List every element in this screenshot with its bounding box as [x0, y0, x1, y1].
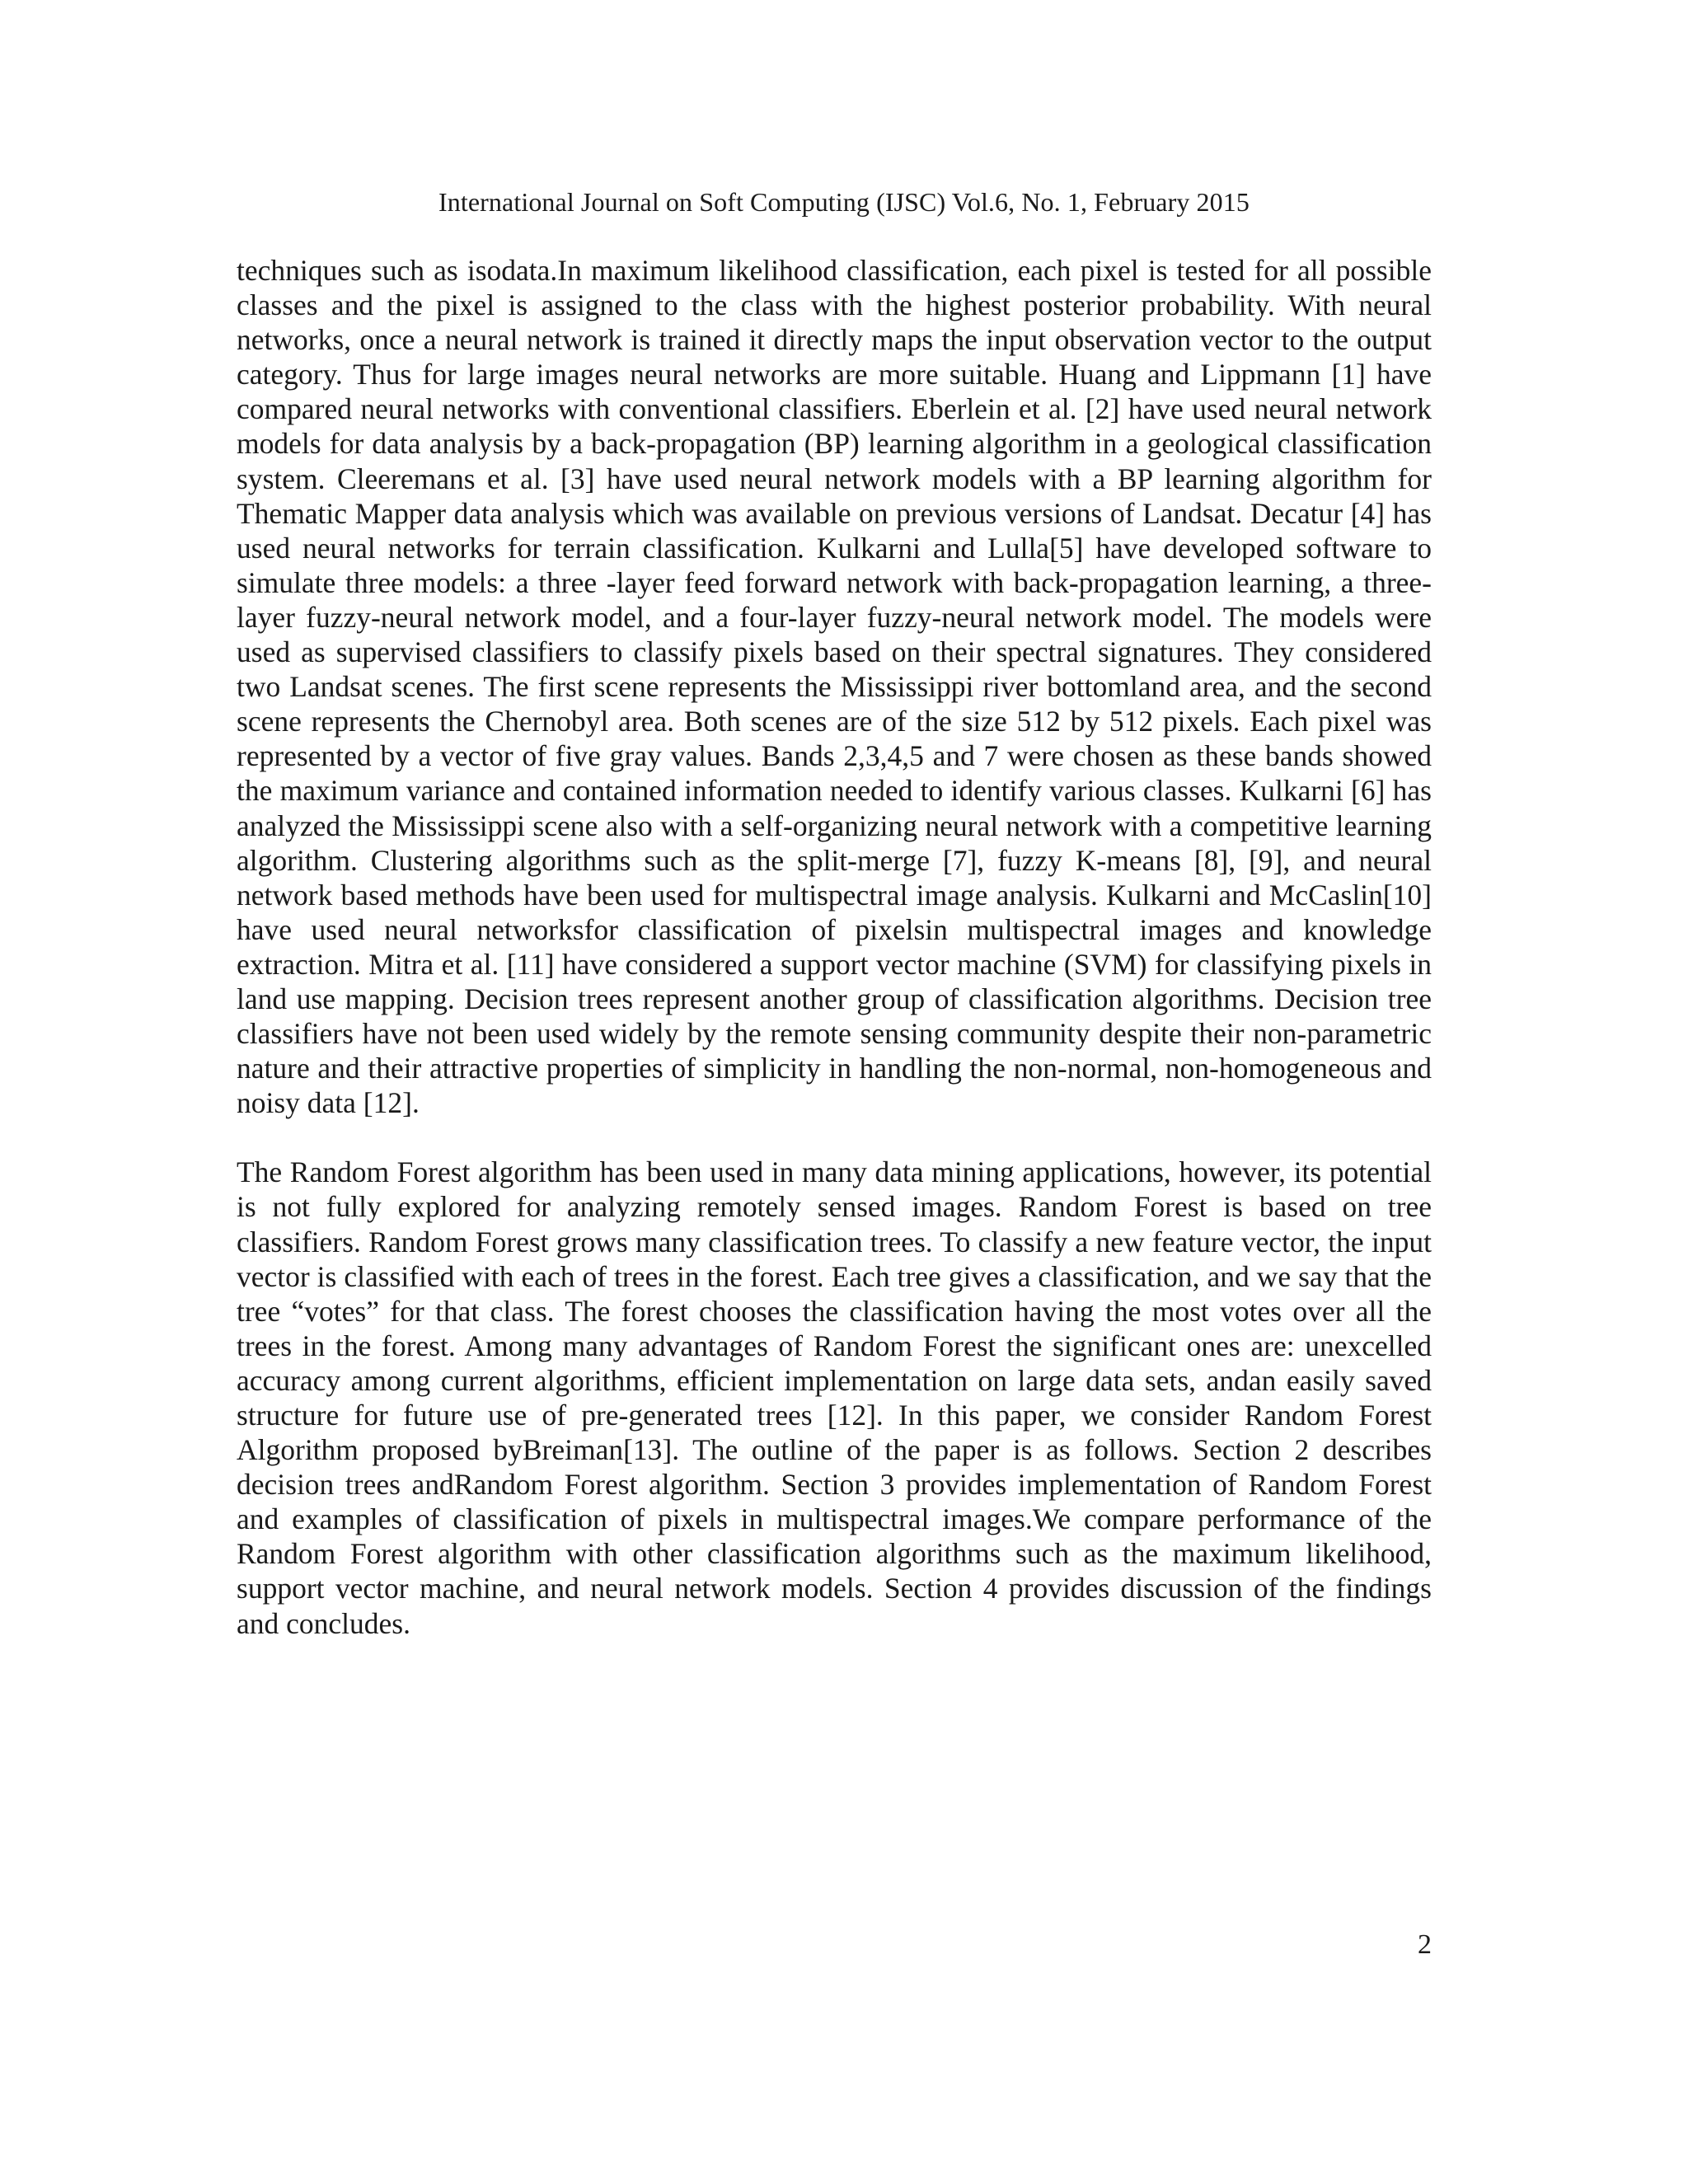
paragraph-related-work: techniques such as isodata.In maximum likelihood classification, each pixel is tested for all possible classes and the pixel is assigned to the class with the highest posterior probability. With neural networks, once a neural network is trained it directly maps the input observation vector to the output category. Thus for large images neural networks are more suitable. Huang and Lippmann [1] have compared neural networks with conventional classifiers. Eberlein et al. [2] have used neural network models for data analysis by a back-propagation (BP) learning algorithm in a geological classification system. Cleeremans et al. [3] have used neural network models with a BP learning algorithm for Thematic Mapper data analysis which was available on previous versions of Landsat. Decatur [4] has used neural networks for terrain classification. Kulkarni and Lulla[5] have developed software to simulate three models: a three -layer feed forward network with back-propagation learning, a three-layer fuzzy-neural network model, and a four-layer fuzzy-neural network model. The models were used as supervised classifiers to classify pixels based on their spectral signatures. They considered two Landsat scenes. The first scene represents the Mississippi river bottomland area, and the second scene represents the Chernobyl area. Both scenes are of the size 512 by 512 pixels. Each pixel was represented by a vector of five gray values. Bands 2,3,4,5 and 7 were chosen as these bands showed the maximum variance and contained information needed to identify various classes. Kulkarni [6] has analyzed the Mississippi scene also with a self-organizing neural network with a competitive learning algorithm. Clustering algorithms such as the split-merge [7], fuzzy K-means [8], [9], and neural network based methods have been used for multispectral image analysis. Kulkarni and McCaslin[10] have used neural networksfor classification of pixelsin multispectral images and knowledge extraction. Mitra et al. [11] have considered a support vector machine (SVM) for classifying pixels in land use mapping. Decision trees represent another group of classification algorithms. Decision tree classifiers have not been used widely by the remote sensing community despite their non-parametric nature and their attractive properties of simplicity in handling the non-normal, non-homogeneous and noisy data [12].: [237, 254, 1432, 1120]
paragraph-random-forest-intro: The Random Forest algorithm has been used in many data mining applications, however, its potential is not fully explored for analyzing remotely sensed images. Random Forest is based on tree classifiers. Random Forest grows many classification trees. To classify a new feature vector, the input vector is classified with each of trees in the forest. Each tree gives a classification, and we say that the tree “votes” for that class. The forest chooses the classification having the most votes over all the trees in the forest. Among many advantages of Random Forest the significant ones are: unexcelled accuracy among current algorithms, efficient implementation on large data sets, andan easily saved structure for future use of pre-generated trees [12]. In this paper, we consider Random Forest Algorithm proposed byBreiman[13]. The outline of the paper is as follows. Section 2 describes decision trees andRandom Forest algorithm. Section 3 provides implementation of Random Forest and examples of classification of pixels in multispectral images.We compare performance of the Random Forest algorithm with other classification algorithms such as the maximum likelihood, support vector machine, and neural network models. Section 4 provides discussion of the findings and concludes.: [237, 1155, 1432, 1640]
running-header: International Journal on Soft Computing (IJSC) Vol.6, No. 1, February 2015: [438, 187, 1250, 217]
page-number: 2: [1418, 1929, 1432, 1960]
body-text: [237, 253, 1432, 1641]
